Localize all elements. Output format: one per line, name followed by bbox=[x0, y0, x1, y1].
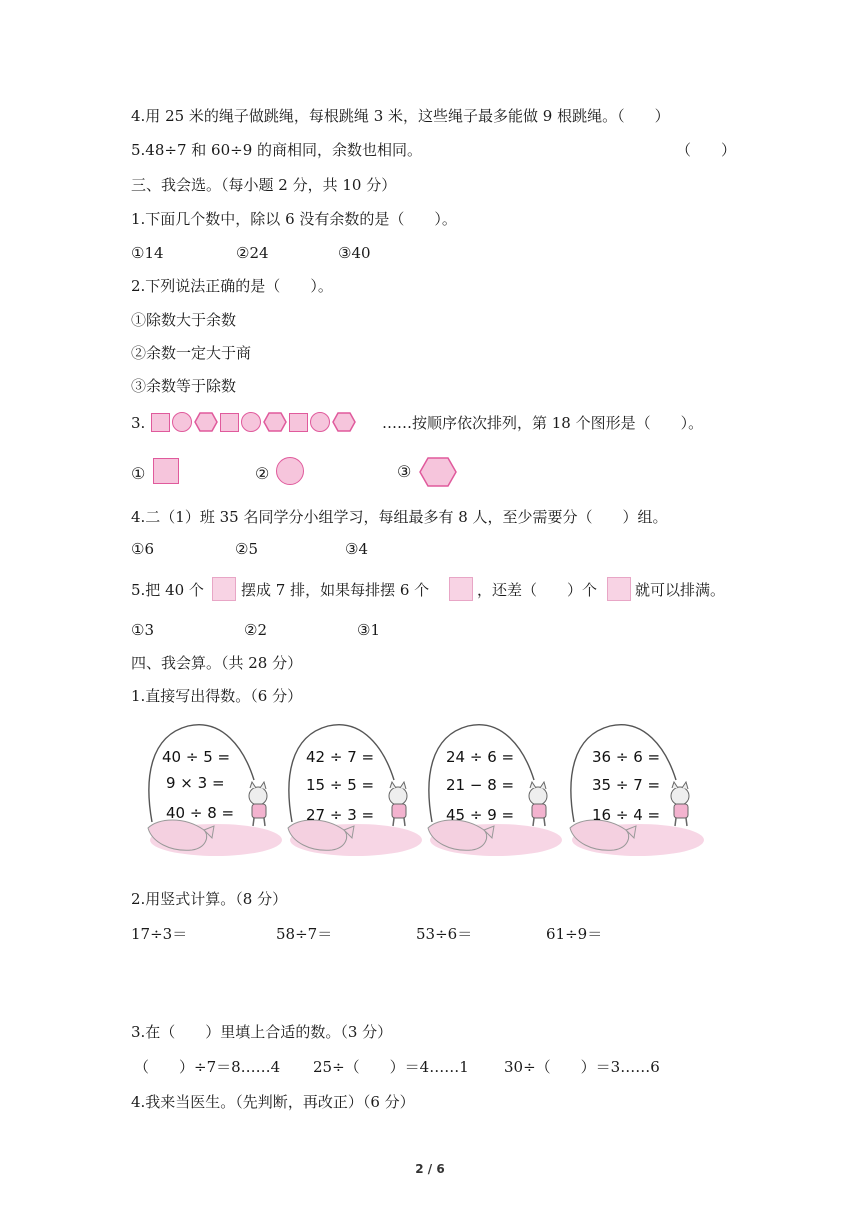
choice-q3-text: ……按顺序依次排列，第 18 个图形是（ ）。 bbox=[382, 414, 704, 432]
equation: 15 ÷ 5 = bbox=[306, 776, 375, 794]
fishing-panel-2 bbox=[284, 718, 424, 868]
q3-option-3-label: ③ bbox=[397, 462, 412, 481]
shape-sequence bbox=[151, 410, 358, 434]
circle-shape bbox=[241, 412, 261, 432]
choice-q5-part-d: 就可以排满。 bbox=[635, 581, 726, 599]
judge-item-4: 4.用 25 米的绳子做跳绳，每根跳绳 3 米，这些绳子最多能做 9 根跳绳。（ ） bbox=[131, 107, 670, 125]
calc-q2-expr-2: 58÷7＝ bbox=[276, 925, 333, 943]
calc-q2-expr-3: 53÷6＝ bbox=[416, 925, 473, 943]
pink-square-icon bbox=[607, 577, 631, 601]
square-shape bbox=[151, 413, 170, 432]
hexagon-shape bbox=[194, 412, 218, 432]
choice-q2: 2.下列说法正确的是（ ）。 bbox=[131, 277, 333, 295]
choice-q4: 4.二（1）班 35 名同学分小组学习，每组最多有 8 人，至少需要分（ ）组。 bbox=[131, 508, 668, 526]
q3-option-1-square bbox=[153, 458, 179, 484]
q1-option-3: ③40 bbox=[338, 244, 371, 262]
q3-option-2-circle bbox=[276, 457, 304, 485]
fishing-panel-1 bbox=[144, 718, 284, 868]
q3-option-3-hexagon bbox=[419, 457, 457, 487]
calc-q3-title: 3.在（ ）里填上合适的数。（3 分） bbox=[131, 1023, 393, 1041]
square-shape bbox=[220, 413, 239, 432]
equation: 40 ÷ 5 = bbox=[162, 748, 231, 766]
page-number: 2 / 6 bbox=[415, 1162, 445, 1176]
equation: 9 × 3 = bbox=[166, 774, 225, 792]
calc-q2-expr-4: 61÷9＝ bbox=[546, 925, 603, 943]
equation: 21 − 8 = bbox=[446, 776, 515, 794]
q1-option-2: ②24 bbox=[236, 244, 269, 262]
choice-q5-part-b: 摆成 7 排，如果每排摆 6 个 bbox=[241, 581, 430, 599]
calc-q3-expr-2: 25÷（ ）＝4……1 bbox=[313, 1058, 469, 1076]
circle-shape bbox=[172, 412, 192, 432]
q4-option-2: ②5 bbox=[235, 540, 258, 558]
q5-option-1: ①3 bbox=[131, 621, 154, 639]
judge-item-5-paren: （ ） bbox=[676, 141, 737, 159]
q2-option-3: ③余数等于除数 bbox=[131, 377, 237, 395]
equation: 36 ÷ 6 = bbox=[592, 748, 661, 766]
fishing-panel-4 bbox=[566, 718, 706, 868]
pink-square-icon bbox=[449, 577, 473, 601]
choice-q3-prefix: 3. bbox=[131, 414, 146, 432]
equation: 45 ÷ 9 = bbox=[446, 806, 515, 824]
choice-q5-part-c: ，还差（ ）个 bbox=[477, 581, 598, 599]
q4-option-3: ③4 bbox=[345, 540, 368, 558]
judge-item-5: 5.48÷7 和 60÷9 的商相同，余数也相同。 bbox=[131, 141, 423, 159]
hexagon-shape bbox=[332, 412, 356, 432]
section-4-title: 四、我会算。（共 28 分） bbox=[131, 654, 303, 672]
q1-option-1: ①14 bbox=[131, 244, 164, 262]
calc-q2-expr-1: 17÷3＝ bbox=[131, 925, 188, 943]
q3-option-1-label: ① bbox=[131, 464, 146, 483]
section-3-title: 三、我会选。（每小题 2 分，共 10 分） bbox=[131, 176, 397, 194]
calc-q1-title: 1.直接写出得数。（6 分） bbox=[131, 687, 303, 705]
pink-square-icon bbox=[212, 577, 236, 601]
q2-option-1: ①除数大于余数 bbox=[131, 311, 237, 329]
choice-q5-part-a: 5.把 40 个 bbox=[131, 581, 204, 599]
calc-q2-title: 2.用竖式计算。（8 分） bbox=[131, 890, 288, 908]
equation: 24 ÷ 6 = bbox=[446, 748, 515, 766]
q5-option-3: ③1 bbox=[357, 621, 380, 639]
calc-q3-expr-3: 30÷（ ）＝3……6 bbox=[504, 1058, 660, 1076]
choice-q1: 1.下面几个数中，除以 6 没有余数的是（ ）。 bbox=[131, 210, 457, 228]
calc-q4-title: 4.我来当医生。（先判断，再改正）（6 分） bbox=[131, 1093, 415, 1111]
square-shape bbox=[289, 413, 308, 432]
fishing-panel-3 bbox=[424, 718, 564, 868]
equation: 40 ÷ 8 = bbox=[166, 804, 235, 822]
equation: 16 ÷ 4 = bbox=[592, 806, 661, 824]
q2-option-2: ②余数一定大于商 bbox=[131, 344, 252, 362]
q3-option-2-label: ② bbox=[255, 464, 270, 483]
q4-option-1: ①6 bbox=[131, 540, 154, 558]
q5-option-2: ②2 bbox=[244, 621, 267, 639]
equation: 27 ÷ 3 = bbox=[306, 806, 375, 824]
circle-shape bbox=[310, 412, 330, 432]
calc-q3-expr-1: （ ）÷7＝8……4 bbox=[134, 1058, 281, 1076]
fishing-illustration bbox=[144, 718, 284, 868]
equation: 35 ÷ 7 = bbox=[592, 776, 661, 794]
hexagon-shape bbox=[263, 412, 287, 432]
equation: 42 ÷ 7 = bbox=[306, 748, 375, 766]
